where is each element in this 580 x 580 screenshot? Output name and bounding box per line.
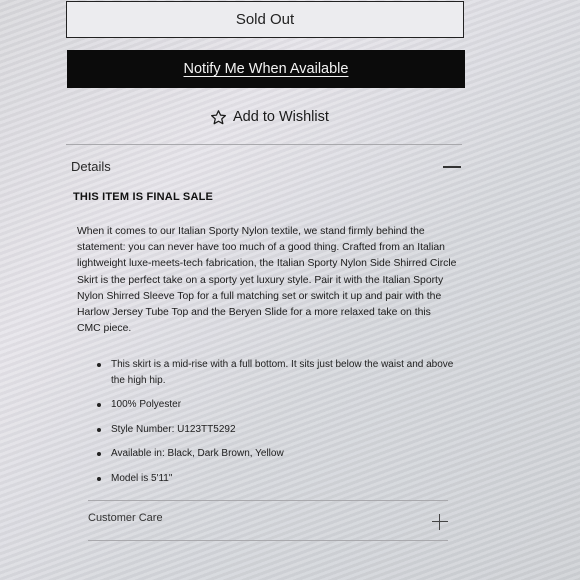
- list-item: Available in: Black, Dark Brown, Yellow: [96, 446, 456, 462]
- list-item: 100% Polyester: [96, 397, 456, 413]
- product-details-list: [96, 357, 456, 486]
- wishlist-label: Add to Wishlist: [233, 109, 329, 125]
- notify-me-label: Notify Me When Available: [183, 61, 349, 77]
- list-item: Style Number: U123TT5292: [96, 422, 456, 438]
- product-description: When it comes to our Italian Sporty Nylon textile, we stand firmly behind the statement: you can never have too much of a good thing. Crafted from an Italian lightweight luxe-meets-tech fabrication, the Italian Sporty Nylon Side Shirred Circle Skirt is the perfect take on a sporty yet luxury style. Pair it with the Italian Sporty Nylon Shirred Sleeve Top for a full matching set or switch it up and pair with the Harlow Jersey Tube Top and the Beryen Slide for a more relaxed take on this CMC piece.: [77, 226, 457, 335]
- divider: [66, 144, 462, 145]
- final-sale-notice: THIS ITEM IS FINAL SALE: [73, 191, 214, 203]
- details-accordion-title[interactable]: Details: [71, 159, 111, 174]
- notify-me-button[interactable]: [67, 50, 465, 88]
- divider: [88, 500, 448, 501]
- plus-icon[interactable]: [432, 514, 448, 530]
- list-item: This skirt is a mid-rise with a full bottom. It sits just below the waist and above the high hip.: [96, 357, 456, 388]
- sold-out-label: Sold Out: [235, 11, 295, 28]
- star-outline-icon: [210, 109, 227, 126]
- list-item: Model is 5'11": [96, 471, 456, 487]
- add-to-wishlist-button[interactable]: [210, 106, 329, 128]
- minus-icon[interactable]: [443, 166, 461, 168]
- customer-care-accordion-title[interactable]: Customer Care: [88, 512, 163, 524]
- sold-out-button[interactable]: [66, 1, 464, 38]
- divider: [88, 540, 448, 541]
